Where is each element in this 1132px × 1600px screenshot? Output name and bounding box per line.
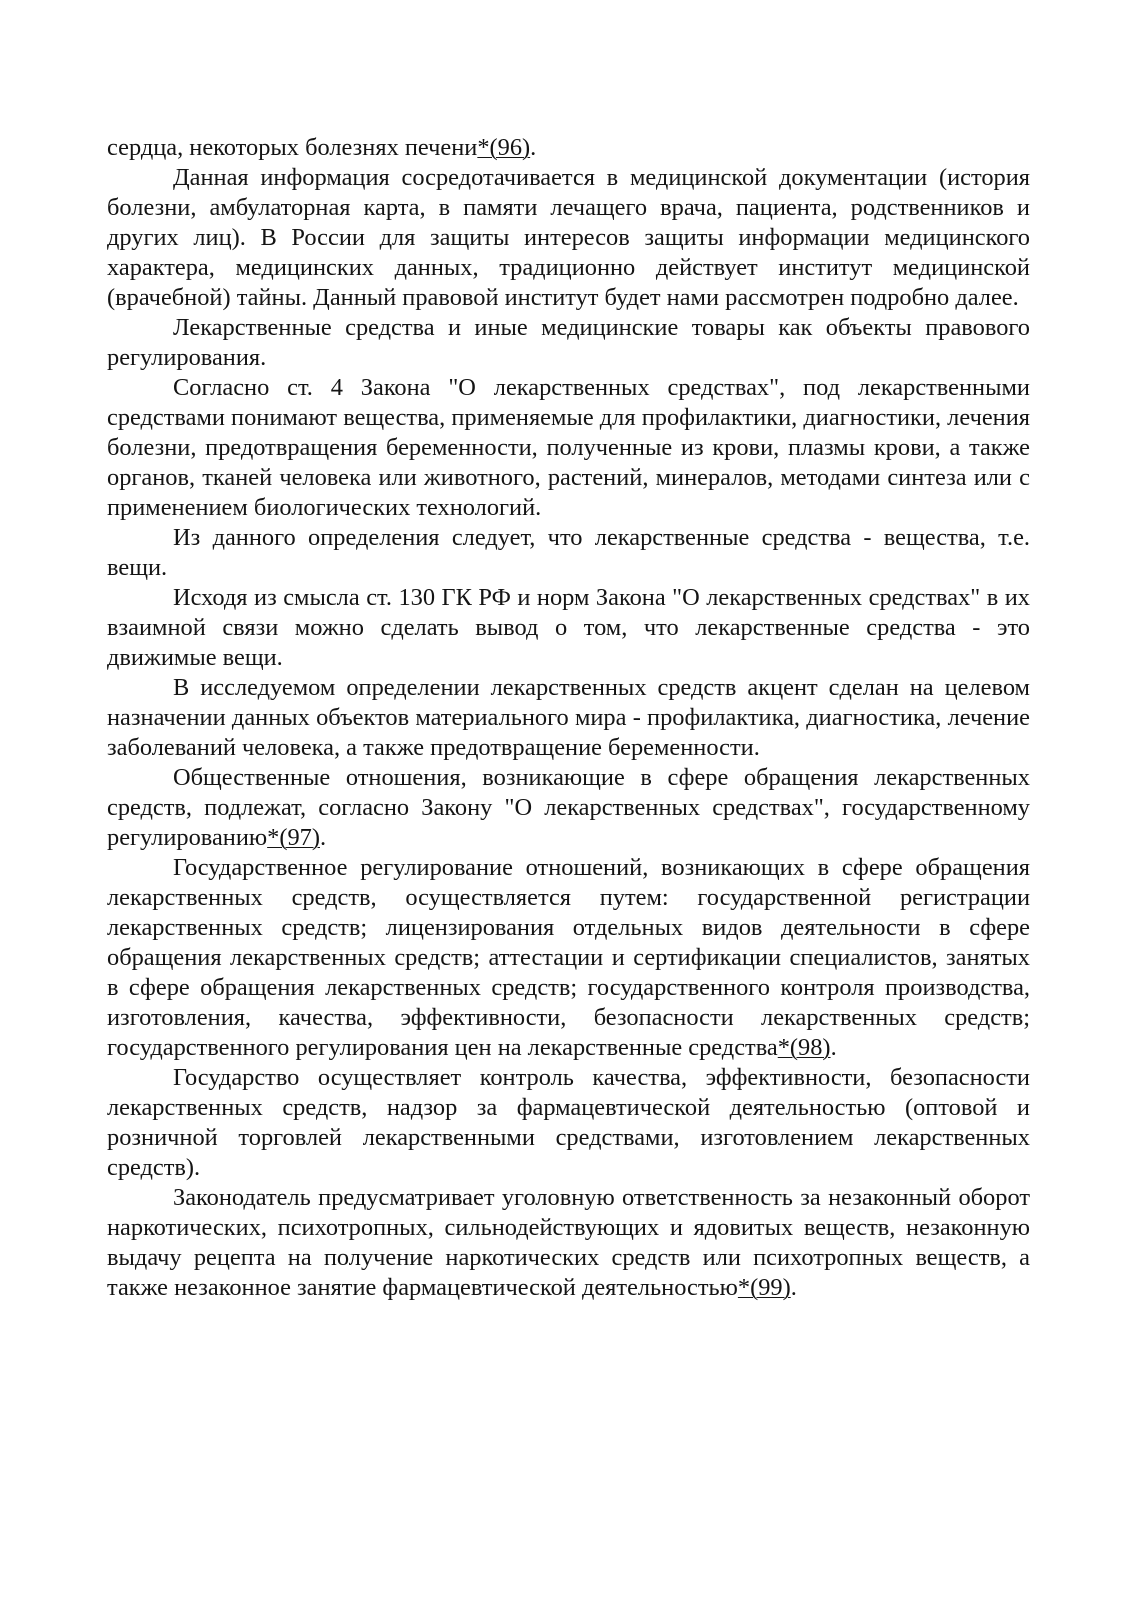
paragraph-tail: . [530, 134, 537, 161]
document-page [107, 133, 1030, 1303]
paragraph-tail: . [319, 824, 327, 851]
paragraph [107, 133, 1030, 163]
paragraph [107, 373, 1030, 523]
paragraph-text: В исследуемом определении лекарственных средств акцент сделан на целевом назначении данных объектов материального мира - профилактика, диагностика, лечение заболеваний человека, а также предотвращение беременности. [107, 674, 1030, 761]
paragraph-tail: . [830, 1034, 837, 1061]
paragraph [107, 583, 1030, 673]
footnote-link[interactable]: *(99) [737, 1274, 791, 1301]
paragraph [107, 1063, 1030, 1183]
paragraph [107, 1183, 1030, 1303]
paragraph-text: Государство осуществляет контроль качества, эффективности, безопасности лекарственных средств, надзор за фармацевтической деятельностью (оптовой и розничной торговлей лекарственными средствами, изготовлением лекарственных средств). [107, 1064, 1030, 1181]
paragraph [107, 853, 1030, 1063]
paragraph-tail: . [790, 1274, 797, 1301]
footnote-link[interactable]: *(98) [777, 1034, 831, 1061]
paragraph [107, 763, 1030, 853]
paragraph-text: Из данного определения следует, что лекарственные средства - вещества, т.е. вещи. [107, 524, 1030, 581]
paragraph [107, 313, 1030, 373]
footnote-link[interactable]: *(96) [477, 134, 531, 161]
paragraph-text: Законодатель предусматривает уголовную ответственность за незаконный оборот наркотических, психотропных, сильнодействующих и ядовитых веществ, незаконную выдачу рецепта на получение наркотических средств или психотропных веществ, а также незаконное занятие фармацевтической деятельностью [107, 1184, 1030, 1301]
footnote-link[interactable]: *(97) [267, 824, 320, 851]
paragraph-text: Согласно ст. 4 Закона "О лекарственных средствах", под лекарственными средствами понимают вещества, применяемые для профилактики, диагностики, лечения болезни, предотвращения беременности, полученные из крови, плазмы крови, а также органов, тканей человека или животного, растений, минералов, методами синтеза или с применением биологических технологий. [107, 374, 1030, 521]
paragraph-text: сердца, некоторых болезнях печени [107, 134, 478, 161]
paragraph [107, 163, 1030, 313]
paragraph-text: Данная информация сосредотачивается в медицинской документации (история болезни, амбулаторная карта, в памяти лечащего врача, пациента, родственников и других лиц). В России для защиты интересов защиты информации медицинского характера, медицинских данных, традиционно действует институт медицинской (врачебной) тайны. Данный правовой институт будет нами рассмотрен подробно далее. [107, 164, 1030, 311]
paragraph-text: Лекарственные средства и иные медицинские товары как объекты правового регулирования. [107, 314, 1030, 371]
paragraph-text: Исходя из смысла ст. 130 ГК РФ и норм Закона "О лекарственных средствах" в их взаимной связи можно сделать вывод о том, что лекарственные средства - это движимые вещи. [107, 584, 1030, 671]
paragraph-text: Государственное регулирование отношений, возникающих в сфере обращения лекарственных средств, осуществляется путем: государственной регистрации лекарственных средств; лицензирования отдельных видов деятельности в сфере обращения лекарственных средств; аттестации и сертификации специалистов, занятых в сфере обращения лекарственных средств; государственного контроля производства, изготовления, качества, эффективности, безопасности лекарственных средств; государственного регулирования цен на лекарственные средства [107, 854, 1030, 1061]
paragraph-text: Общественные отношения, возникающие в сфере обращения лекарственных средств, подлежат, согласно Закону "О лекарственных средствах", государственному регулированию [107, 764, 1030, 851]
paragraph [107, 673, 1030, 763]
paragraph [107, 523, 1030, 583]
